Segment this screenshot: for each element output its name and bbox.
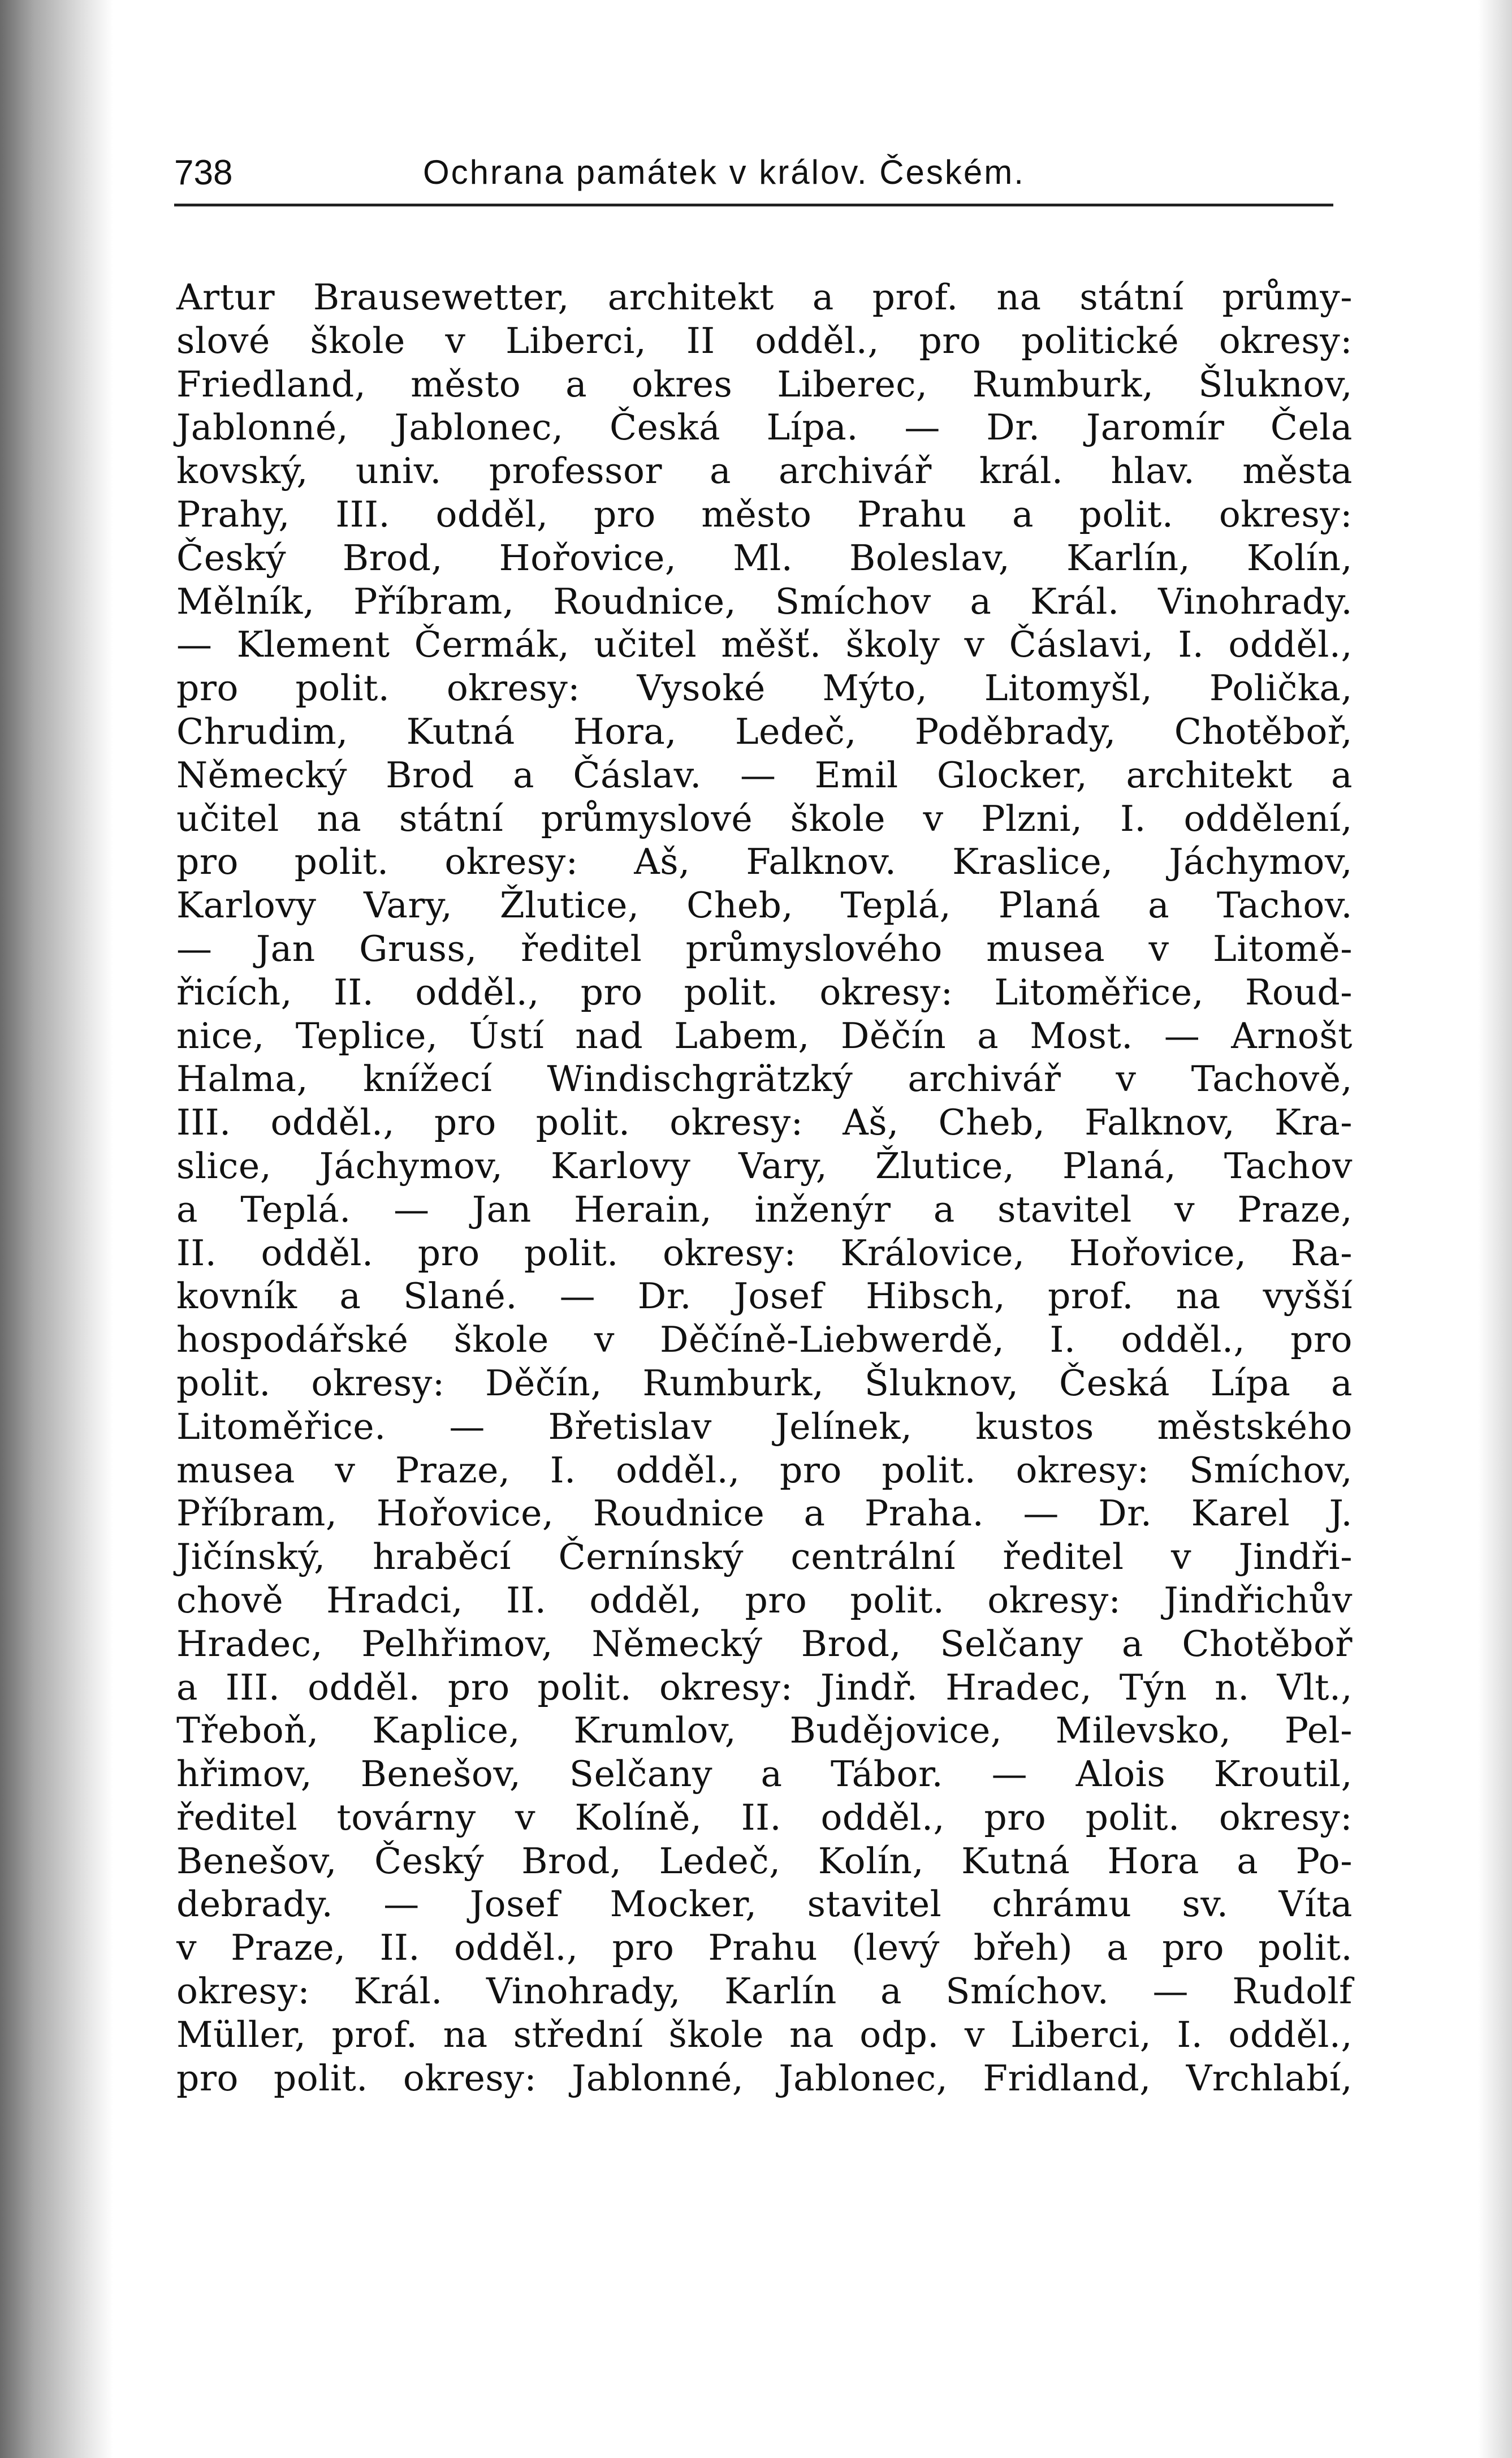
text-line: slové škole v Liberci, II odděl., pro politické okresy: — [176, 320, 1353, 361]
text-line: kovník a Slané. — Dr. Josef Hibsch, prof. na vyšší — [176, 1275, 1353, 1317]
text-line: Benešov, Český Brod, Ledeč, Kolín, Kutná Hora a Po- — [176, 1840, 1353, 1882]
text-line: hřimov, Benešov, Selčany a Tábor. — Alois Kroutil, — [176, 1753, 1353, 1795]
text-line: pro polit. okresy: Aš, Falknov. Kraslice, Jáchymov, — [176, 841, 1353, 883]
scan-shadow-left — [0, 0, 113, 2458]
page-number: 738 — [174, 153, 233, 192]
text-line: polit. okresy: Děčín, Rumburk, Šluknov, Česká Lípa a — [176, 1362, 1353, 1404]
text-line: a III. odděl. pro polit. okresy: Jindř. Hradec, Týn n. Vlt., — [176, 1666, 1353, 1708]
text-line: III. odděl., pro polit. okresy: Aš, Cheb, Falknov, Kra- — [176, 1102, 1353, 1144]
text-line: Friedland, město a okres Liberec, Rumburk, Šluknov, — [176, 363, 1353, 405]
text-line: hospodářské škole v Děčíně-Liebwerdě, I. odděl., pro — [176, 1319, 1353, 1361]
text-line: Německý Brod a Čáslav. — Emil Glocker, architekt a — [176, 754, 1353, 796]
text-line: Karlovy Vary, Žlutice, Cheb, Teplá, Planá a Tachov. — [176, 885, 1353, 926]
page-header — [174, 146, 1333, 197]
body-text — [176, 276, 1353, 2100]
text-line: nice, Teplice, Ústí nad Labem, Děčín a Most. — Arnošt — [176, 1015, 1353, 1056]
text-line: Mělník, Příbram, Roudnice, Smíchov a Král. Vinohrady. — [176, 580, 1353, 622]
text-line: řicích, II. odděl., pro polit. okresy: Litoměřice, Roud- — [176, 971, 1353, 1013]
text-line: Artur Brausewetter, architekt a prof. na státní průmy- — [176, 277, 1353, 318]
text-line: učitel na státní průmyslové škole v Plzni, I. oddělení, — [176, 797, 1353, 839]
text-line: musea v Praze, I. odděl., pro polit. okresy: Smíchov, — [176, 1449, 1353, 1491]
text-line: Halma, knížecí Windischgrätzký archivář v Tachově, — [176, 1058, 1353, 1100]
text-line: Jičínský, hraběcí Černínský centrální ředitel v Jindři- — [176, 1536, 1353, 1578]
text-line: Müller, prof. na střední škole na odp. v Liberci, I. odděl., — [176, 2013, 1353, 2055]
text-line: slice, Jáchymov, Karlovy Vary, Žlutice, Planá, Tachov — [176, 1145, 1353, 1187]
text-line: a Teplá. — Jan Herain, inženýr a stavitel v Praze, — [176, 1188, 1353, 1230]
text-line: Český Brod, Hořovice, Ml. Boleslav, Karlín, Kolín, — [176, 537, 1353, 579]
text-line: Prahy, III. odděl, pro město Prahu a polit. okresy: — [176, 493, 1353, 535]
text-line: pro polit. okresy: Vysoké Mýto, Litomyšl, Polička, — [176, 667, 1353, 709]
text-line: pro polit. okresy: Jablonné, Jablonec, Fridland, Vrchlabí, — [176, 2057, 1353, 2099]
text-line: chově Hradci, II. odděl, pro polit. okresy: Jindřichův — [176, 1579, 1353, 1621]
header-rule — [174, 204, 1333, 206]
text-line: — Klement Čermák, učitel měšť. školy v Čáslavi, I. odděl., — [176, 624, 1353, 666]
text-line: ředitel továrny v Kolíně, II. odděl., pro polit. okresy: — [176, 1796, 1353, 1838]
scan-shadow-right — [1478, 0, 1512, 2458]
text-line: Třeboň, Kaplice, Krumlov, Budějovice, Milevsko, Pel- — [176, 1710, 1353, 1752]
text-line: Chrudim, Kutná Hora, Ledeč, Poděbrady, Chotěboř, — [176, 710, 1353, 752]
text-line: Příbram, Hořovice, Roudnice a Praha. — Dr. Karel J. — [176, 1493, 1353, 1534]
text-line: Litoměřice. — Břetislav Jelínek, kustos městského — [176, 1405, 1353, 1447]
text-line: Jablonné, Jablonec, Česká Lípa. — Dr. Jaromír Čela — [176, 407, 1353, 449]
text-line: v Praze, II. odděl., pro Prahu (levý břeh) a pro polit. — [176, 1927, 1353, 1969]
text-line: Hradec, Pelhřimov, Německý Brod, Selčany a Chotěboř — [176, 1623, 1353, 1664]
text-line: II. odděl. pro polit. okresy: Královice, Hořovice, Ra- — [176, 1232, 1353, 1274]
text-line: okresy: Král. Vinohrady, Karlín a Smíchov. — Rudolf — [176, 1970, 1353, 2012]
text-line: debrady. — Josef Mocker, stavitel chrámu sv. Víta — [176, 1883, 1353, 1925]
text-line: — Jan Gruss, ředitel průmyslového musea v Litomě- — [176, 928, 1353, 969]
text-line: kovský, univ. professor a archivář král. hlav. města — [176, 450, 1353, 492]
running-head: Ochrana památek v králov. Českém. — [423, 153, 1025, 191]
